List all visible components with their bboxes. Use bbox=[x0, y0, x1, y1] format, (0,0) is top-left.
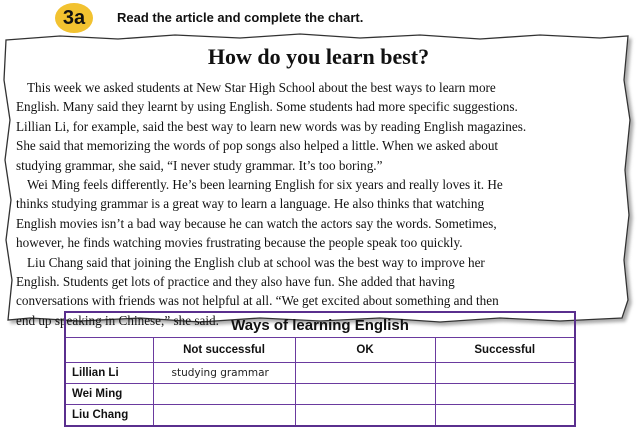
column-header-ok: OK bbox=[295, 338, 435, 363]
chart-cell-ok[interactable] bbox=[295, 405, 435, 427]
article-paragraph: This week we asked students at New Star High School about the best ways to learn more English. Many said they learnt by using English. Some students had more specific suggestions. Lillian Li, for example, said the best way to learn new words was by reading English magazines. She said that memorizing the words of pop songs also helped a little. When we asked about studying grammar, she said, “I never study grammar. It’s too boring.” bbox=[16, 80, 527, 173]
chart-cell-successful[interactable] bbox=[435, 405, 575, 427]
chart-cell-not-successful[interactable] bbox=[153, 405, 295, 427]
chart-corner-cell bbox=[65, 338, 153, 363]
chart-cell-not-successful[interactable]: studying grammar bbox=[153, 363, 295, 384]
row-header: Liu Chang bbox=[65, 405, 153, 427]
chart-cell-ok[interactable] bbox=[295, 363, 435, 384]
chart-cell-ok[interactable] bbox=[295, 384, 435, 405]
article-title: How do you learn best? bbox=[207, 44, 430, 69]
article-paragraph: Liu Chang said that joining the English club at school was the best way to improve her English. Students get lots of practice and they also have fun. She added that having conversations with friends was not helpful at all. “We get excited about something and then end up speaking in Chinese,” she said. bbox=[16, 254, 499, 328]
chart-row-lillian-li bbox=[65, 363, 575, 384]
chart-cell-not-successful[interactable] bbox=[153, 384, 295, 405]
row-header: Lillian Li bbox=[65, 363, 153, 384]
learning-chart bbox=[64, 311, 576, 427]
article-body bbox=[16, 78, 616, 330]
chart-row-liu-chang bbox=[65, 405, 575, 427]
exercise-badge: 3a bbox=[55, 3, 93, 33]
chart-row-wei-ming bbox=[65, 384, 575, 405]
row-header: Wei Ming bbox=[65, 384, 153, 405]
column-header-successful: Successful bbox=[435, 338, 575, 363]
article-paragraph: Wei Ming feels differently. He’s been learning English for six years and really loves it. He thinks studying grammar is a great way to learn a language. He also thinks that watching English movies isn’t a bad way because he can watch the actors say the words. Sometimes, however, he finds watching movies frustrating because the people speak too quickly. bbox=[16, 177, 503, 251]
instruction-text: Read the article and complete the chart. bbox=[117, 10, 364, 25]
chart-cell-successful[interactable] bbox=[435, 363, 575, 384]
chart-cell-successful[interactable] bbox=[435, 384, 575, 405]
chart-caption: Ways of learning English bbox=[65, 312, 575, 338]
column-header-not-successful: Not successful bbox=[153, 338, 295, 363]
